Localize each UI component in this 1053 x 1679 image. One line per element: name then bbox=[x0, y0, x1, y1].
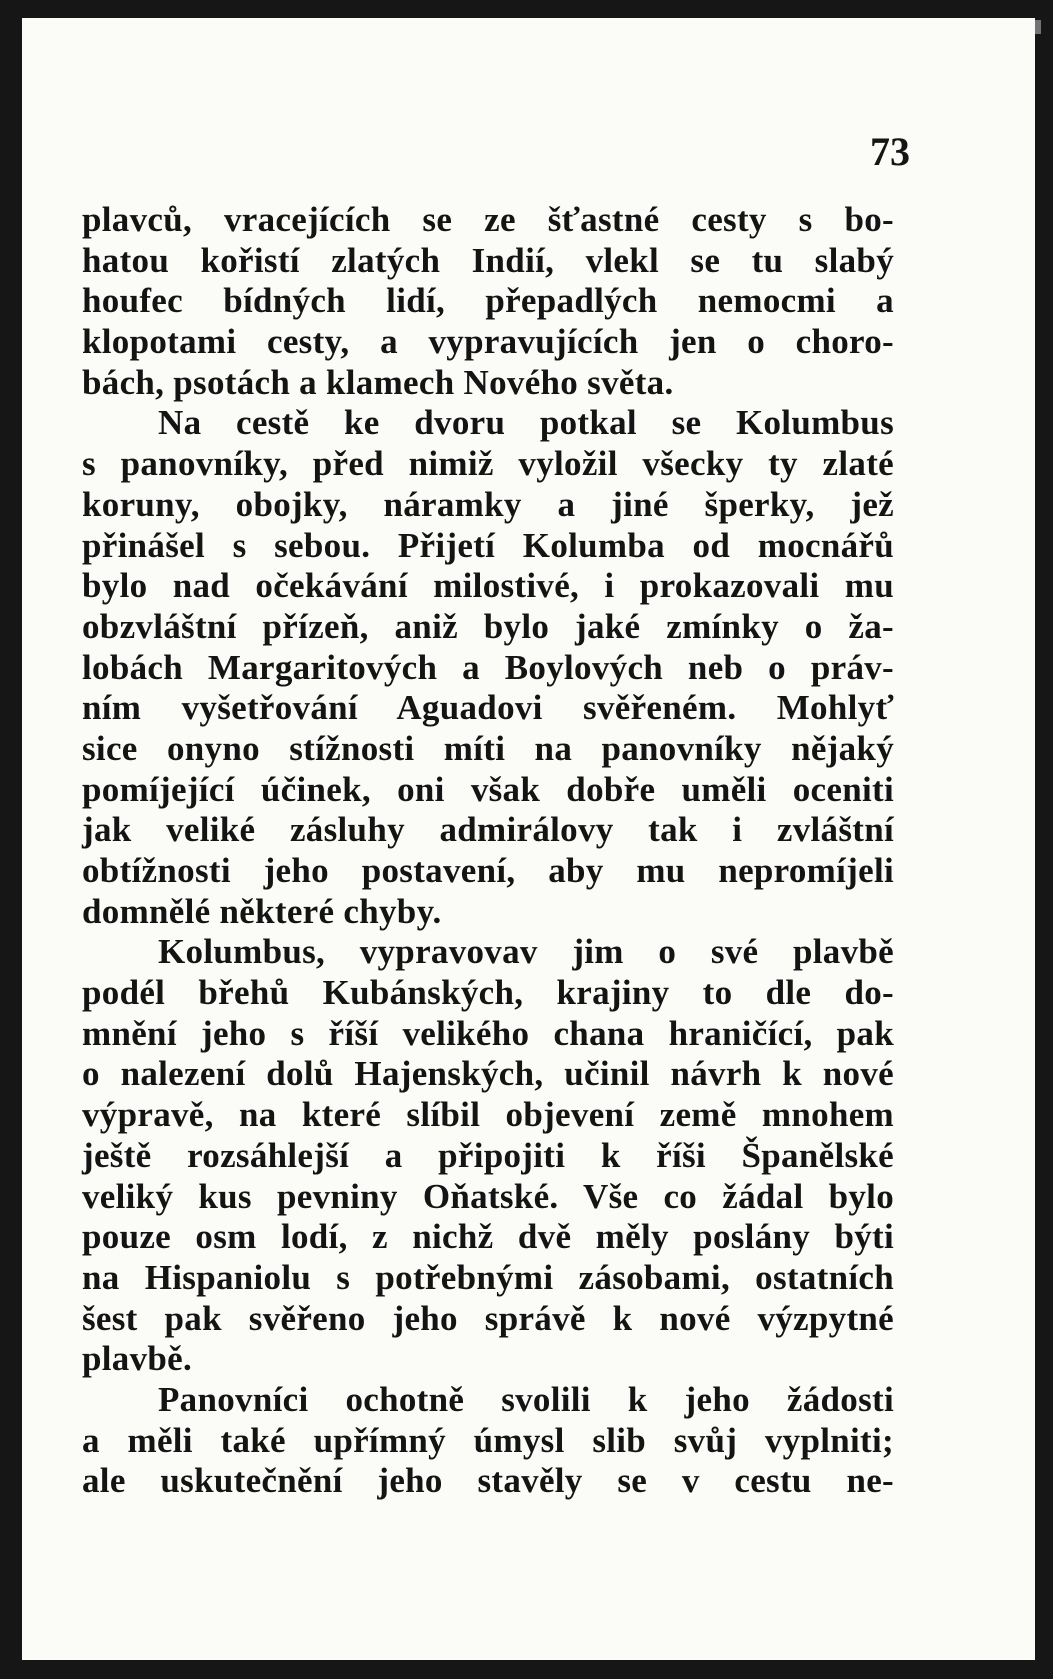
text-line: ale uskutečnění jeho stavěly se v cestu ne- bbox=[82, 1461, 894, 1501]
body-text bbox=[82, 200, 894, 1502]
paragraph bbox=[82, 403, 894, 932]
text-line: veliký kus pevniny Oňatské. Vše co žádal bylo bbox=[82, 1176, 894, 1216]
text-line: šest pak svěřeno jeho správě k nové výzpytné bbox=[82, 1298, 894, 1338]
text-line: výpravě, na které slíbil objevení země mnohem bbox=[82, 1095, 894, 1135]
text-line: houfec bídných lidí, přepadlých nemocmi a bbox=[82, 281, 894, 321]
text-line: na Hispaniolu s potřebnými zásobami, ostatních bbox=[82, 1257, 894, 1297]
text-line: Panovníci ochotně svolili k jeho žádosti bbox=[158, 1379, 894, 1419]
book-page bbox=[22, 18, 1035, 1660]
text-line: obzvláštní přízeň, aniž bylo jaké zmínky o ža- bbox=[82, 606, 894, 646]
text-line: o nalezení dolů Hajenských, učinil návrh k nové bbox=[82, 1054, 894, 1094]
text-line: klopotami cesty, a vypravujících jen o choro- bbox=[82, 322, 894, 362]
text-line: s panovníky, před nimiž vyložil všecky ty zlaté bbox=[82, 444, 894, 484]
text-line: pouze osm lodí, z nichž dvě měly poslány býti bbox=[82, 1217, 894, 1257]
paragraph bbox=[82, 1380, 894, 1502]
text-line: přinášel s sebou. Přijetí Kolumba od mocnářů bbox=[82, 525, 894, 565]
text-line: hatou kořistí zlatých Indií, vlekl se tu slabý bbox=[82, 240, 894, 280]
page-number: 73 bbox=[870, 129, 910, 174]
text-line: bylo nad očekávání milostivé, i prokazovali mu bbox=[82, 566, 894, 606]
text-line: jak veliké zásluhy admirálovy tak i zvláštní bbox=[82, 810, 894, 850]
text-line: Na cestě ke dvoru potkal se Kolumbus bbox=[158, 403, 894, 443]
text-line: bách, psotách a klamech Nového světa. bbox=[82, 362, 674, 402]
text-line: plavců, vracejících se ze šťastné cesty s bo- bbox=[82, 200, 894, 239]
text-line: ním vyšetřování Aguadovi svěřeném. Mohlyť bbox=[82, 688, 894, 728]
paragraph bbox=[82, 932, 894, 1380]
text-line: sice onyno stížnosti míti na panovníky nějaký bbox=[82, 728, 894, 768]
text-line: plavbě. bbox=[82, 1339, 193, 1379]
paragraph bbox=[82, 200, 894, 403]
text-line: podél břehů Kubánských, krajiny to dle do- bbox=[82, 973, 894, 1013]
text-line: domnělé některé chyby. bbox=[82, 891, 442, 931]
text-line: pomíjející účinek, oni však dobře uměli oceniti bbox=[82, 769, 894, 809]
text-line: lobách Margaritových a Boylových neb o práv- bbox=[82, 647, 894, 687]
text-line: mnění jeho s říší velikého chana hraničící, pak bbox=[82, 1013, 894, 1053]
text-line: obtížnosti jeho postavení, aby mu nepromíjeli bbox=[82, 851, 894, 890]
text-line: Kolumbus, vypravovav jim o své plavbě bbox=[158, 932, 894, 972]
text-line: koruny, obojky, náramky a jiné šperky, jež bbox=[82, 484, 894, 524]
text-line: ještě rozsáhlejší a připojiti k říši Španělské bbox=[82, 1135, 894, 1175]
text-line: a měli také upřímný úmysl slib svůj vyplniti; bbox=[82, 1420, 894, 1460]
